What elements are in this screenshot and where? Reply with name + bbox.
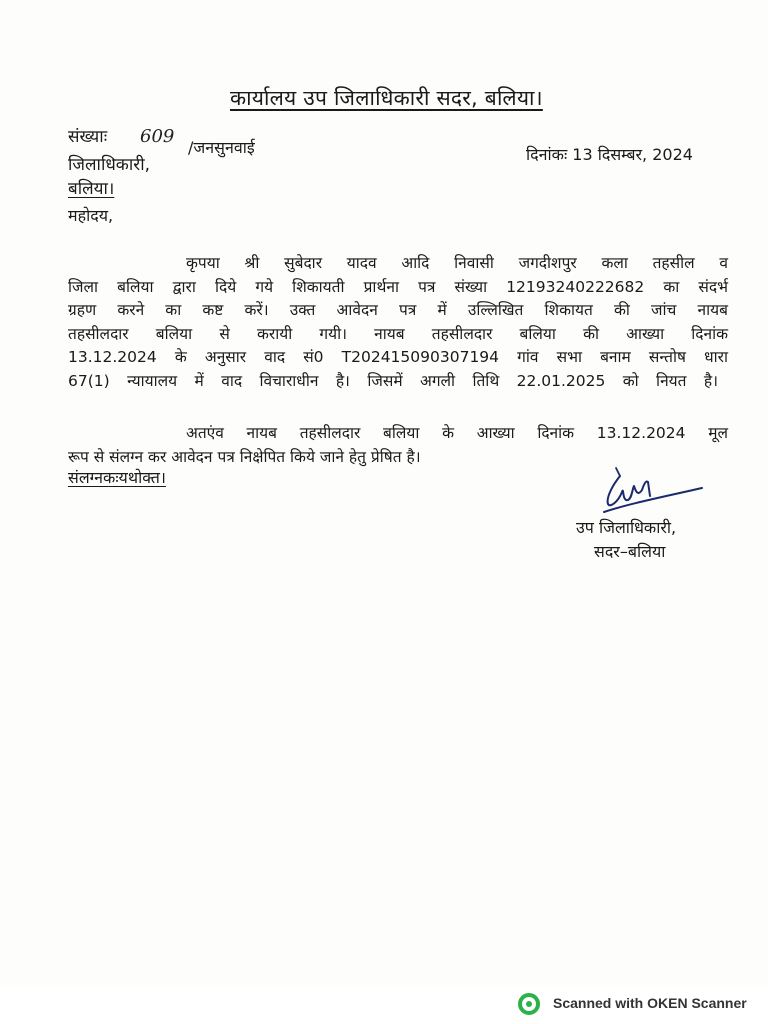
addressee-line-2: बलिया। xyxy=(68,179,115,199)
designation-line-2: सदर–बलिया xyxy=(594,542,666,561)
letter-date: दिनांकः 13 दिसम्बर, 2024 xyxy=(526,145,693,164)
salutation: महोदय, xyxy=(68,206,114,225)
paragraph-line: 13.12.2024 के अनुसार वाद सं0 T202415090307194 गांव सभा बनाम सन्तोष धारा xyxy=(68,348,728,366)
designation-line-1: उप जिलाधिकारी, xyxy=(576,518,677,537)
reference-label: संख्याः xyxy=(68,127,108,147)
scanner-watermark-text: Scanned with OKEN Scanner xyxy=(553,995,747,1011)
reference-suffix: /जनसुनवाई xyxy=(188,138,255,157)
reference-number: 609 xyxy=(140,126,175,147)
paragraph-line: अतएंव नायब तहसीलदार बलिया के आख्या दिनांक 13.12.2024 मूल xyxy=(186,424,728,442)
paragraph-line: कृपया श्री सुबेदार यादव आदि निवासी जगदीशपुर कला तहसील व xyxy=(186,254,728,272)
handwritten-signature xyxy=(598,462,708,522)
addressee-line-1: जिलाधिकारी, xyxy=(68,155,151,175)
paragraph-line: 67(1) न्यायालय में वाद विचाराधीन है। जिसमें अगली तिथि 22.01.2025 को नियत है। xyxy=(68,371,718,390)
office-title: कार्यालय उप जिलाधिकारी सदर, बलिया। xyxy=(230,86,543,110)
paragraph-line: रूप से संलग्न कर आवेदन पत्र निक्षेपित किये जाने हेतु प्रेषित है। xyxy=(68,447,421,466)
paragraph-line: तहसीलदार बलिया से करायी गयी। नायब तहसीलदार बलिया की आख्या दिनांक xyxy=(68,324,728,343)
enclosure-note: संलग्नकःयथोक्त। xyxy=(68,468,166,487)
body-paragraph-1 xyxy=(68,252,728,393)
paragraph-line: ग्रहण करने का कष्ट करें। उक्त आवेदन पत्र में उल्लिखित शिकायत की जांच नायब xyxy=(68,301,728,319)
oken-scanner-logo-icon xyxy=(518,993,540,1015)
paragraph-line: जिला बलिया द्वारा दिये गये शिकायती प्रार्थना पत्र संख्या 12193240222682 का संदर्भ xyxy=(68,277,728,296)
